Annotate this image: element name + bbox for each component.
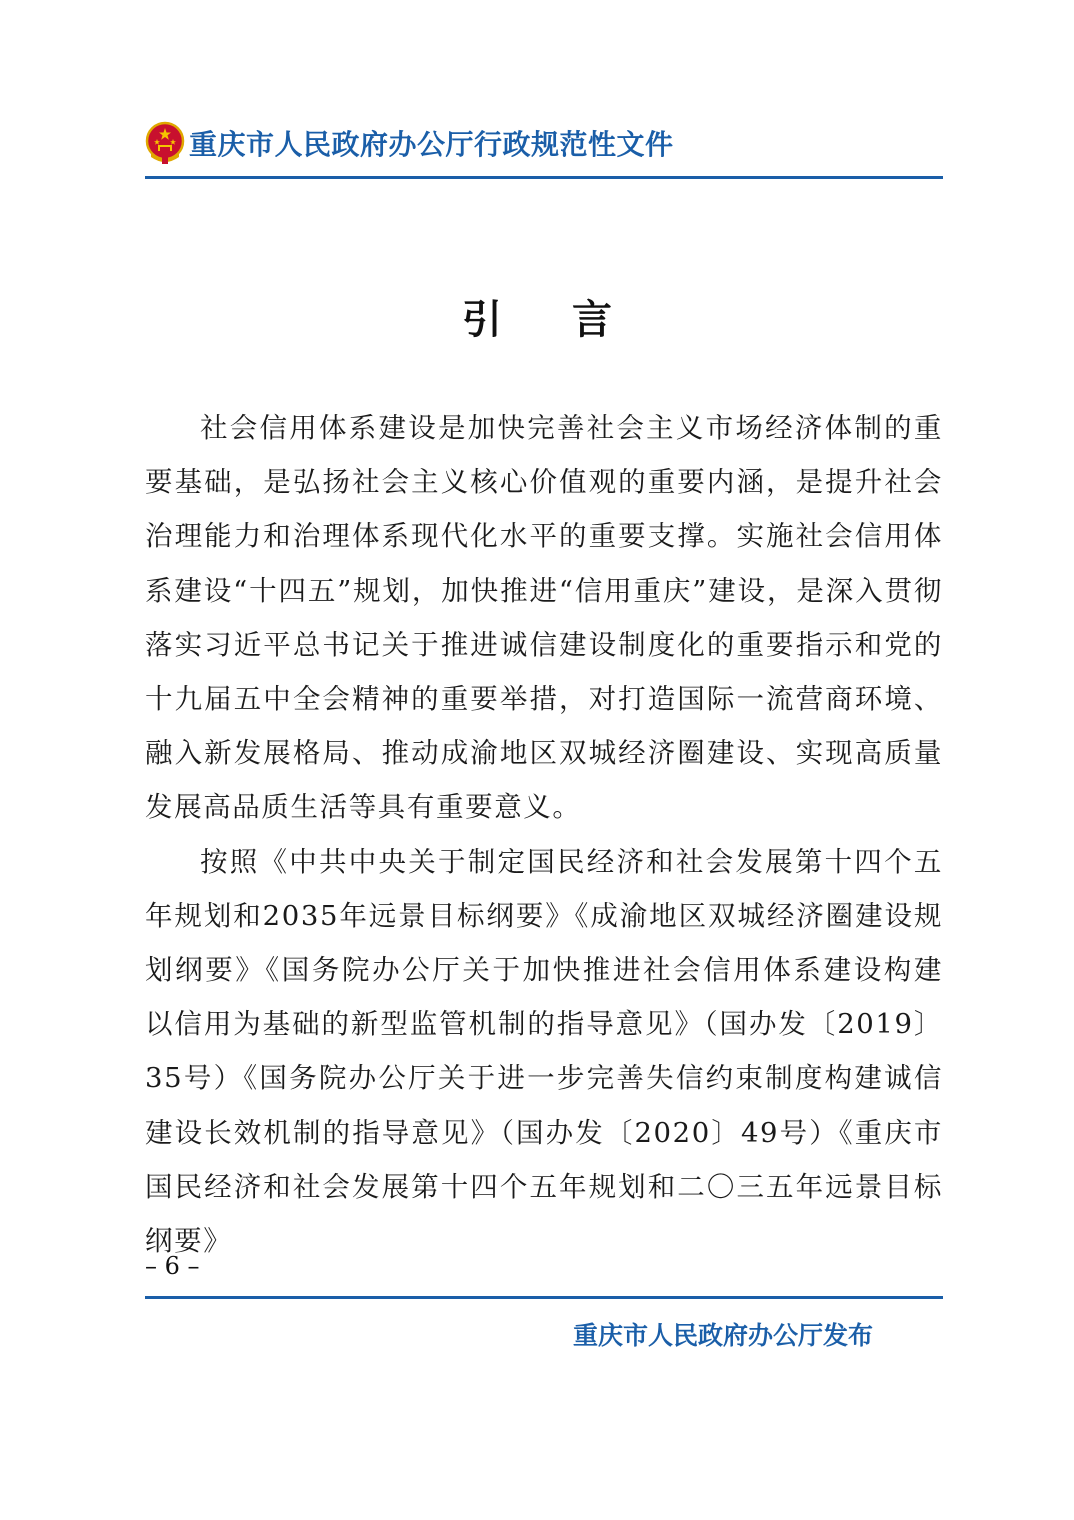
header-divider [145, 176, 943, 179]
paragraph-1: 社会信用体系建设是加快完善社会主义市场经济体制的重要基础，是弘扬社会主义核心价值观的重要内涵，是提升社会治理能力和治理体系现代化水平的重要支撑。实施社会信用体系建设“十四五”规划，加快推进“信用重庆”建设，是深入贯彻落实习近平总书记关于推进诚信建设制度化的重要指示和党的十九届五中全会精神的重要举措，对打造国际一流营商环境、融入新发展格局、推动成渝地区双城经济圈建设、实现高质量发展高品质生活等具有重要意义。 [145, 412, 943, 824]
document-body [145, 401, 943, 1268]
national-emblem-icon [145, 121, 185, 165]
page-title: 引言 [462, 297, 682, 343]
paragraph-2: 按照《中共中央关于制定国民经济和社会发展第十四个五年规划和2035年远景目标纲要》《成渝地区双城经济圈建设规划纲要》《国务院办公厅关于加快推进社会信用体系建设构建以信用为基础的新型监管机制的指导意见》（国办发〔2019〕35号）《国务院办公厅关于进一步完善失信约束制度构建诚信建设长效机制的指导意见》（国办发〔2020〕49号）《重庆市国民经济和社会发展第十四个五年规划和二〇三五年远景目标纲要》 [145, 845, 943, 1258]
page-number: – 6 – [145, 1252, 200, 1280]
footer-publisher: 重庆市人民政府办公厅发布 [573, 1321, 874, 1350]
header-title: 重庆市人民政府办公厅行政规范性文件 [189, 128, 674, 161]
document-header [145, 118, 674, 168]
footer-divider [145, 1296, 943, 1299]
